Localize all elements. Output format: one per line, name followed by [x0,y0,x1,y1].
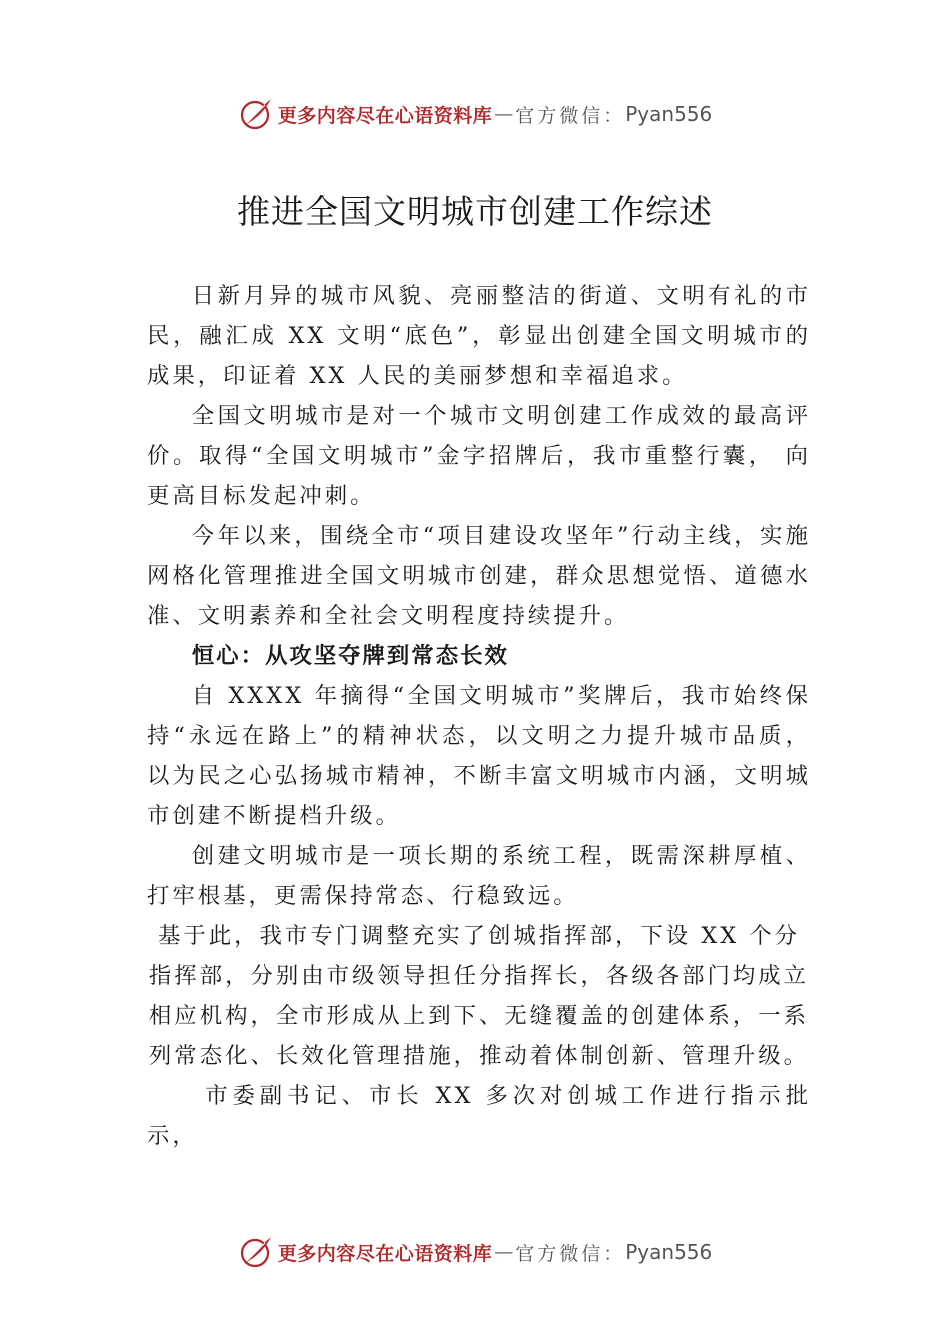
paragraph-evaluation: 全国文明城市是对一个城市文明创建工作成效的最高评价。取得“全国文明城市”金字招牌后，我市重整行囊， 向更高目标发起冲刺。 [147,403,811,509]
paragraph-mayor: 市委副书记、市长 XX 多次对创城工作进行指示批示， [147,1083,811,1149]
banner-wechat-label: 官方微信： [515,104,626,127]
section-heading: 恒心：从攻坚夺牌到常态长效 [191,643,509,669]
paragraph-long-term: 创建文明城市是一项长期的系统工程，既需深耕厚植、打牢根基，更需保持常态、行稳致远。 [147,843,811,909]
banner-wechat-id: Pyan556 [625,102,713,126]
document-title: 推进全国文明城市创建工作综述 [237,192,713,231]
banner-dash: — [494,1241,514,1263]
header-banner [0,92,950,136]
footer-banner [0,1230,950,1274]
paragraph-since-award: 自 XXXX 年摘得“全国文明城市”奖牌后，我市始终保持“永远在路上”的精神状态，以文明之力提升城市品质， 以为民之心弘扬城市精神，不断丰富文明城市内涵，文明城市创建不断提档升级。 [147,683,811,829]
paragraph-intro: 日新月异的城市风貌、亮丽整洁的街道、文明有礼的市民，融汇成 XX 文明“底色”，彰显出创建全国文明城市的成果，印证着 XX 人民的美丽梦想和幸福追求。 [147,283,811,389]
banner-library-text: 更多内容尽在心语资料库 [277,104,493,127]
quill-logo-icon [238,96,274,132]
paragraph-command: 基于此，我市专门调整充实了创城指挥部，下设 XX 个分指挥部，分别由市级领导担任分指挥长，各级各部门均成立相应机构，全市形成从上到下、无缝覆盖的创建体系，一系列常态化、长效化管理措施，推动着体制创新、管理升级。 [148,923,810,1069]
banner-library-text: 更多内容尽在心语资料库 [277,1242,493,1265]
quill-logo-icon [238,1234,274,1270]
document-body [147,276,811,1156]
banner-wechat-id: Pyan556 [625,1240,713,1264]
banner-wechat-label: 官方微信： [515,1242,626,1265]
banner-dash: — [494,103,514,125]
paragraph-this-year: 今年以来，围绕全市“项目建设攻坚年”行动主线，实施网格化管理推进全国文明城市创建，群众思想觉悟、道德水准、文明素养和全社会文明程度持续提升。 [147,523,811,629]
